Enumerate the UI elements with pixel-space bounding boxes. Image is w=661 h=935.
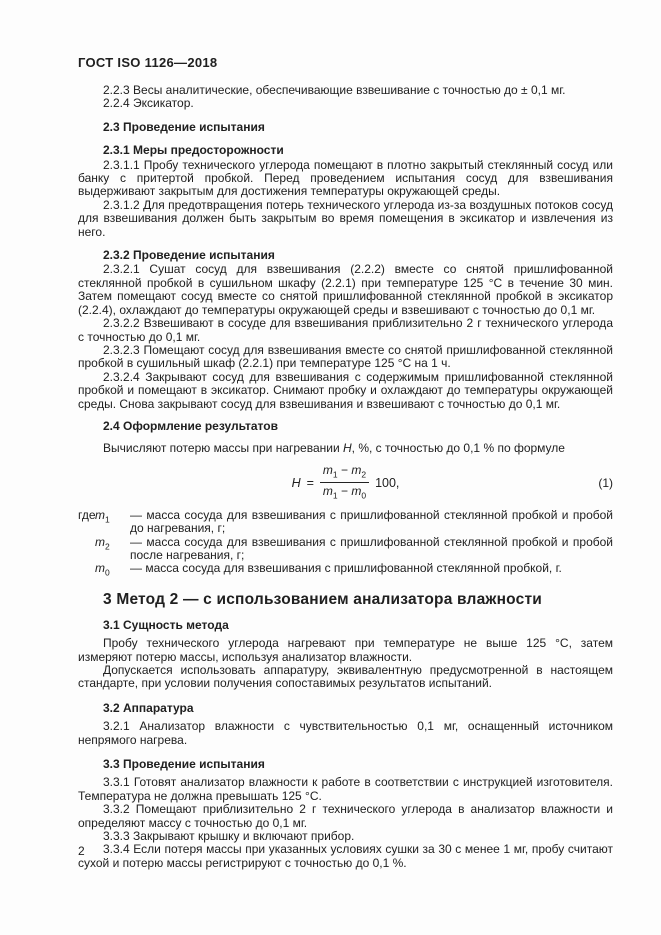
- paragraph-3-3-3: 3.3.3 Закрывают крышку и включают прибор.: [103, 829, 355, 844]
- definition-term-m0: $m_0$: [95, 561, 110, 578]
- paragraph-3-3-1: 3.3.1 Готовят анализатор влажности к работе в соответствии с инструкцией изготовителя. Температура не должна превышать 125 °С.: [78, 775, 613, 803]
- paragraph-2-3-1-2: 2.3.1.2 Для предотвращения потерь технического углерода из-за воздушных потоков сосуд для взвешивания должен быть закрытым во время помещения в эксикатор и извлечения из него.: [78, 197, 613, 239]
- paragraph-3-3-2: 3.3.2 Помещают приблизительно 2 г технического углерода в анализатор влажности и определяют массу с точностью до 0,1 мг.: [78, 802, 613, 830]
- definition-text-m1: — масса сосуда для взвешивания с пришлифованной стеклянной пробкой и пробой до нагревания, г;: [130, 507, 613, 536]
- definition-m0: [78, 561, 613, 578]
- paragraph-formula-intro: [78, 442, 613, 455]
- paragraph-3-1-b: Допускается использовать аппаратуру, эквивалентную предусмотренной в настоящем стандарте, при условии получения сопоставимых результатов испытаний.: [78, 663, 613, 691]
- equation-expression: [292, 463, 400, 503]
- paragraph-2-3-2-4: 2.3.2.4 Закрывают сосуд для взвешивания с содержимым пришлифованной стеклянной пробкой и помещают в эксикатор. Снимают пробку и охлаждают до температуры окружающей среды. Снова закрывают сосуд для взвешивания и взвешивают с точностью до 0,1 мг.: [78, 369, 613, 411]
- heading-2-3: 2.3 Проведение испытания: [103, 119, 265, 134]
- heading-3-2: 3.2 Аппаратура: [103, 700, 194, 715]
- heading-2-3-2: 2.3.2 Проведение испытания: [103, 248, 275, 263]
- paragraph-2-3-2-1: 2.3.2.1 Сушат сосуд для взвешивания (2.2.2) вместе со снятой пришлифованной стеклянной пробкой в сушильном шкафу (2.2.1) при температуре 125 °С в течение 30 мин. Затем помещают сосуд вместе со снятой пришлифованной стеклянной пробкой в эксикатор (2.2.4), охлаждают до температуры окружающей среды и взвешивают с точностью до 0,1 мг.: [78, 262, 613, 317]
- paragraph-2-2-4: 2.2.4 Эксикатор.: [103, 96, 194, 111]
- heading-2-4: 2.4 Оформление результатов: [103, 418, 278, 433]
- equation-equals: =: [306, 475, 314, 490]
- paragraph-3-3-4: 3.3.4 Если потеря массы при указанных условиях сушки за 30 с менее 1 мг, пробу считают сухой и потерю массы регистрируют с точностью до 0,1 %.: [78, 842, 613, 870]
- heading-3-3: 3.3 Проведение испытания: [103, 757, 265, 772]
- formula-intro-variable: H: [343, 441, 352, 456]
- equation-number: (1): [598, 475, 613, 490]
- definition-term-m1: $m_1$: [95, 507, 110, 525]
- formula-intro-text-before: Вычисляют потерю массы при нагревании: [103, 441, 343, 456]
- equation-1: [78, 463, 613, 503]
- equation-lhs: H: [291, 475, 301, 490]
- heading-2-3-1: 2.3.1 Меры предосторожности: [103, 143, 284, 158]
- heading-3-1: 3.1 Сущность метода: [103, 617, 229, 632]
- fraction-numerator: $m_1 - m_2$: [320, 463, 369, 483]
- heading-3: 3 Метод 2 — с использованием анализатора влажности: [103, 590, 542, 608]
- definitions-list: [78, 509, 613, 576]
- equation-factor: 100,: [375, 475, 400, 490]
- paragraph-2-3-1-1: 2.3.1.1 Пробу технического углерода помещают в плотно закрытый стеклянный сосуд или банку с притертой пробкой. Перед проведением испытания сосуд для взвешивания выдерживают закрытым для достижения температуры окружающей среды.: [78, 157, 613, 199]
- paragraph-2-2-3: 2.2.3 Весы аналитические, обеспечивающие взвешивание с точностью до ± 0,1 мг.: [103, 83, 566, 97]
- paragraph-3-1-a: Пробу технического углерода нагревают при температуре не выше 125 °С, затем измеряют потерю массы, используя анализатор влажности.: [78, 636, 613, 664]
- definition-m1: [78, 509, 613, 536]
- document-body: [78, 84, 613, 870]
- document-header: ГОСТ ISO 1126—2018: [78, 55, 218, 70]
- paragraph-3-2-1: 3.2.1 Анализатор влажности с чувствительностью 0,1 мг, оснащенный источником непрямого нагрева.: [78, 719, 613, 747]
- paragraph-2-3-2-2: 2.3.2.2 Взвешивают в сосуде для взвешивания приблизительно 2 г технического углерода с точностью до 0,1 мг.: [78, 316, 613, 344]
- where-label: где: [78, 507, 96, 522]
- definition-m2: [78, 536, 613, 563]
- definition-text-m2: — масса сосуда для взвешивания с пришлифованной стеклянной пробкой и пробой после нагревания, г;: [130, 534, 613, 562]
- formula-intro-text-after: , %, с точностью до 0,1 % по формуле: [351, 441, 565, 456]
- equation-fraction: [320, 463, 369, 503]
- fraction-denominator: $m_1 - m_0$: [322, 484, 367, 501]
- definition-term-m2: $m_2$: [95, 534, 110, 551]
- page-number: 2: [78, 844, 85, 858]
- definition-text-m0: — масса сосуда для взвешивания с пришлифованной стеклянной пробкой, г.: [130, 561, 562, 576]
- paragraph-2-3-2-3: 2.3.2.3 Помещают сосуд для взвешивания вместе со снятой пришлифованной стеклянной пробкой в сушильный шкаф (2.2.1) при температуре 125 °С на 1 ч.: [78, 342, 613, 371]
